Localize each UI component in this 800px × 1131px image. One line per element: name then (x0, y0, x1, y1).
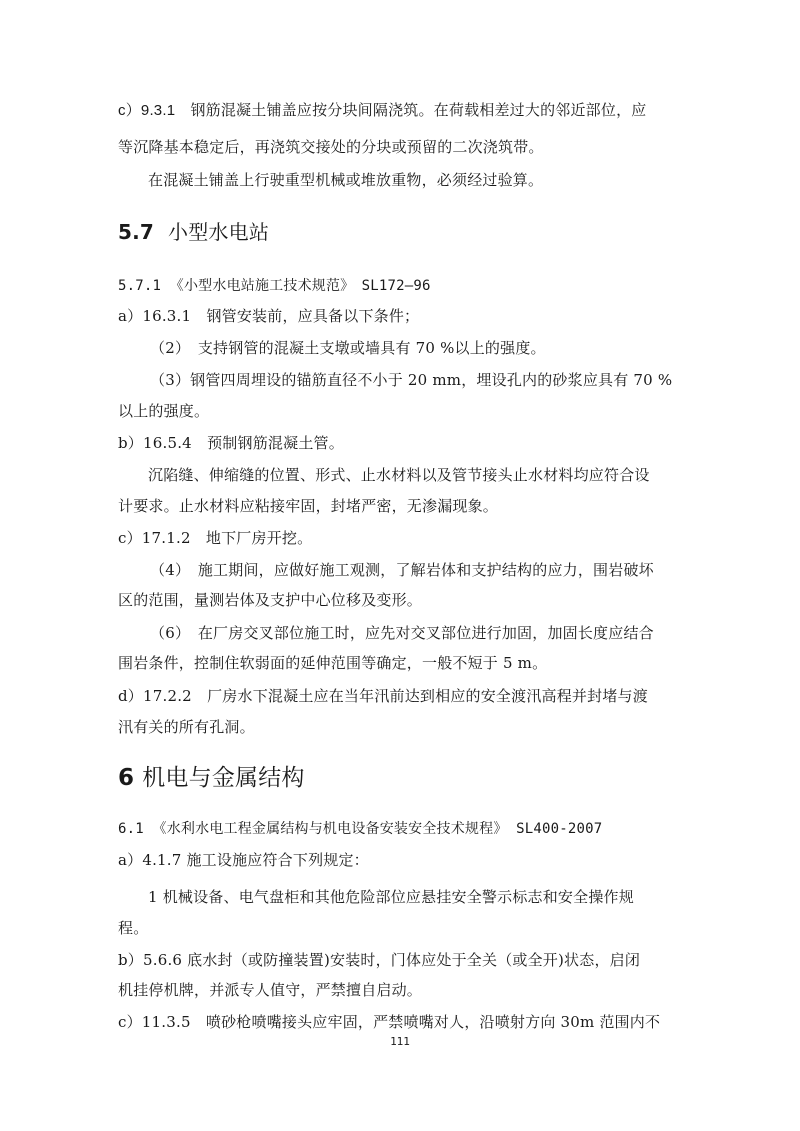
text-line: d）17.2.2 厂房水下混凝土应在当年汛前达到相应的安全渡汛高程并封堵与渡 (118, 687, 648, 705)
text-line: 以上的强度。 (118, 402, 210, 420)
section-title: 小型水电站 (168, 220, 270, 244)
section-heading-5-7 (118, 218, 269, 246)
text-line: （6） 在厂房交叉部位施工时，应先对交叉部位进行加固，加固长度应结合 (150, 624, 654, 642)
subsection-title: 6.1 《水利水电工程金属结构与机电设备安装安全技术规程》 SL400-2007 (118, 821, 603, 837)
text-line: a）4.1.7 施工设施应符合下列规定： (118, 851, 369, 869)
text-line: 程。 (118, 919, 149, 937)
text-line: 计要求。止水材料应粘接牢固，封堵严密，无渗漏现象。 (118, 497, 499, 515)
text-line: （4） 施工期间，应做好施工观测，了解岩体和支护结构的应力，围岩破坏 (150, 561, 654, 579)
text-line: 汛有关的所有孔洞。 (118, 718, 255, 736)
text-line: （3）钢管四周埋设的锚筋直径不小于 20 mm，埋设孔内的砂浆应具有 70 % (150, 371, 673, 389)
text-line: c）17.1.2 地下厂房开挖。 (118, 529, 313, 547)
text-line: 等沉降基本稳定后，再浇筑交接处的分块或预留的二次浇筑带。 (118, 138, 544, 156)
text-line: c）11.3.5 喷砂枪喷嘴接头应牢固，严禁喷嘴对人，沿喷射方向 30m 范围内不 (118, 1013, 661, 1031)
section-heading-6 (118, 763, 305, 793)
section-title: 机电与金属结构 (142, 765, 305, 791)
text-line: 1 机械设备、电气盘柜和其他危险部位应悬挂安全警示标志和安全操作规 (148, 888, 634, 906)
text-line: 围岩条件，控制住软弱面的延伸范围等确定，一般不短于 5 m。 (118, 654, 548, 672)
text-line: 沉陷缝、伸缩缝的位置、形式、止水材料以及管节接头止水材料均应符合设 (148, 466, 650, 484)
text-line: a）16.3.1 钢管安装前，应具备以下条件； (118, 307, 420, 325)
page-number: 111 (390, 1035, 410, 1048)
text-line: 在混凝土铺盖上行驶重型机械或堆放重物，必须经过验算。 (148, 171, 544, 189)
text-line: b）5.6.6 底水封（或防撞装置)安装时，门体应处于全关（或全开)状态，启闭 (118, 951, 641, 969)
section-number: 6 (118, 765, 135, 791)
text-line: b）16.5.4 预制钢筋混凝土管。 (118, 434, 344, 452)
text-line: 区的范围，量测岩体及支护中心位移及变形。 (118, 591, 423, 609)
subsection-title: 5.7.1 《小型水电站施工技术规范》 SL172—96 (118, 278, 431, 294)
text-line: 机挂停机牌，并派专人值守，严禁擅自启动。 (118, 981, 423, 999)
text-line: c）9.3.1 钢筋混凝土铺盖应按分块间隔浇筑。在荷载相差过大的邻近部位，应 (118, 102, 647, 119)
text-line: （2） 支持钢管的混凝土支墩或墙具有 70 %以上的强度。 (150, 339, 546, 357)
section-number: 5.7 (118, 220, 155, 244)
